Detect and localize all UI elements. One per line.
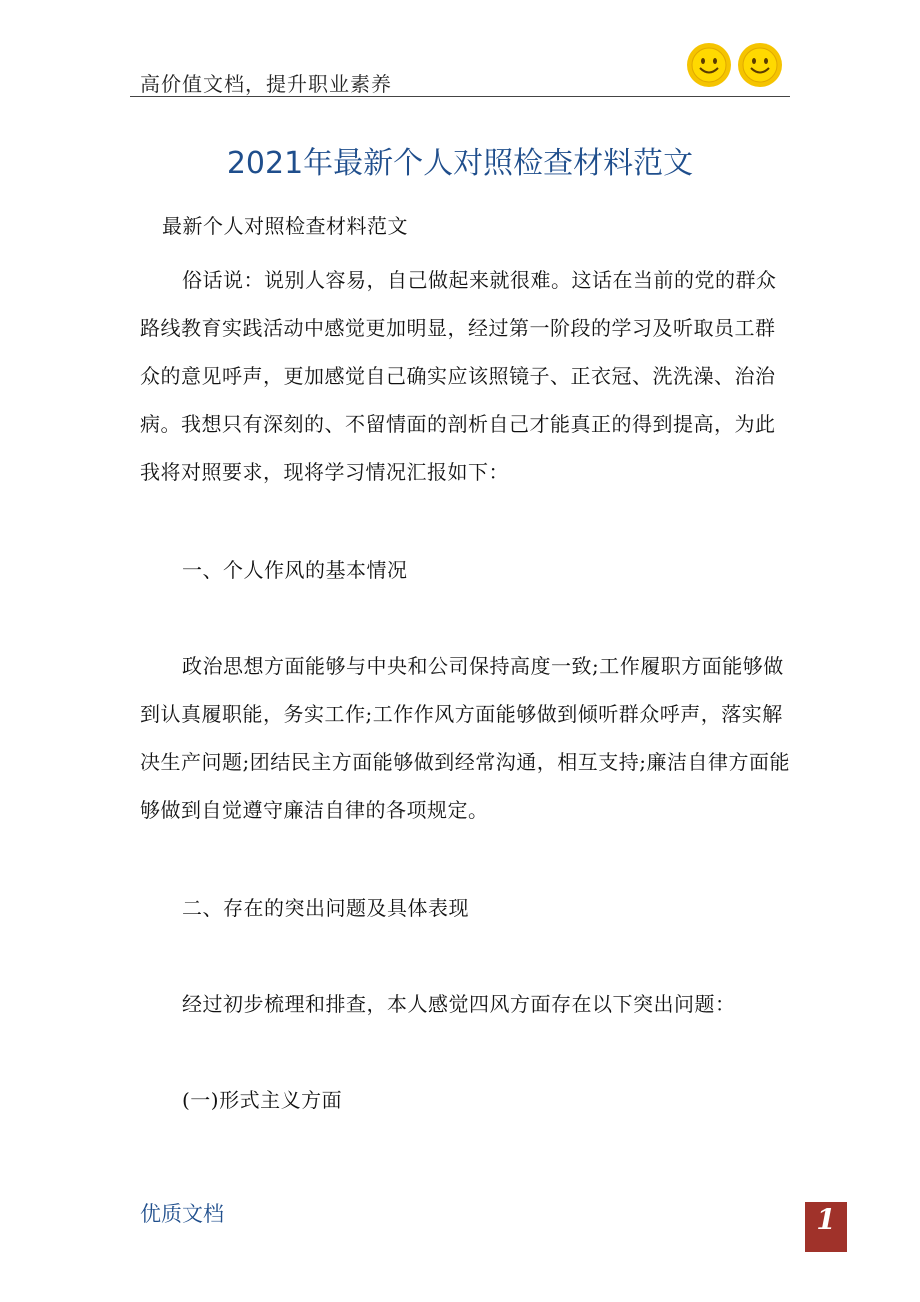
header-divider (130, 96, 790, 97)
subsection-heading-1: (一)形式主义方面 (182, 1088, 343, 1112)
document-subtitle: 最新个人对照检查材料范文 (162, 214, 408, 238)
smiley-face-icon (737, 42, 783, 88)
header-slogan: 高价值文档，提升职业素养 (140, 72, 392, 96)
section-2-paragraph: 经过初步梳理和排查，本人感觉四风方面存在以下突出问题： (182, 992, 736, 1016)
section-heading-2: 二、存在的突出问题及具体表现 (182, 896, 469, 920)
page-number-underline (805, 1250, 847, 1252)
section-1-paragraph: 政治思想方面能够与中央和公司保持高度一致;工作履职方面能够做到认真履职能，务实工作;工作作风方面能够做到倾听群众呼声，落实解决生产问题;团结民主方面能够做到经常沟通，相互支持;廉洁自律方面能够做到自觉遵守廉洁自律的各项规定。 (140, 654, 790, 822)
intro-paragraph: 俗话说：说别人容易，自己做起来就很难。这话在当前的党的群众路线教育实践活动中感觉更加明显，经过第一阶段的学习及听取员工群众的意见呼声，更加感觉自己确实应该照镜子、正衣冠、洗洗澡、治治病。我想只有深刻的、不留情面的剖析自己才能真正的得到提高，为此我将对照要求，现将学习情况汇报如下： (140, 268, 777, 484)
page-number-badge: 1 (805, 1202, 847, 1250)
footer-label: 优质文档 (140, 1202, 224, 1226)
document-title: 2021年最新个人对照检查材料范文 (226, 146, 694, 181)
section-heading-1: 一、个人作风的基本情况 (182, 558, 408, 582)
smiley-face-icon (686, 42, 732, 88)
